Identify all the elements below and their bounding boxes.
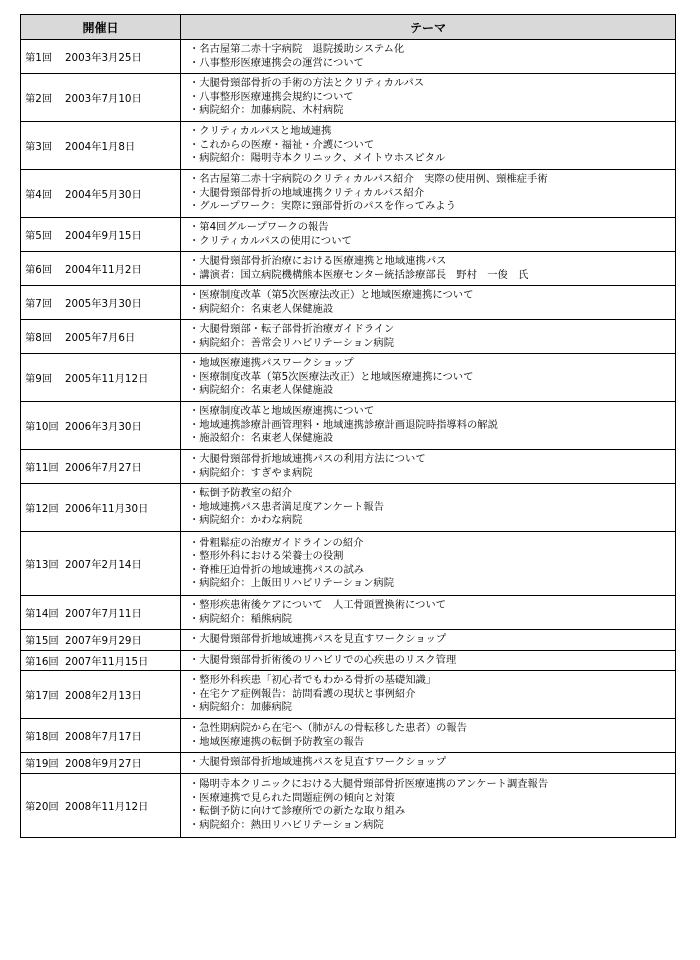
- session-date-cell: [21, 40, 181, 74]
- session-number: 第12回: [25, 503, 59, 515]
- session-date: 2005年3月30日: [65, 298, 142, 310]
- session-topics-cell: [181, 630, 676, 651]
- session-date: 2004年1月8日: [65, 141, 136, 153]
- session-topics-cell: [181, 74, 676, 122]
- session-topics-cell: [181, 773, 676, 837]
- session-topics-cell: [181, 218, 676, 252]
- session-topics-cell: [181, 719, 676, 753]
- session-topics-cell: [181, 671, 676, 719]
- topic-item: ・ 転倒予防に向けて診療所での新たな取り組み: [189, 805, 675, 819]
- session-number: 第15回: [25, 635, 59, 648]
- topic-item: ・ これからの医療・福祉・介護について: [189, 139, 675, 153]
- session-date-cell: [21, 122, 181, 170]
- table-row: [21, 286, 676, 320]
- session-topics-cell: [181, 650, 676, 671]
- table-row: [21, 484, 676, 532]
- session-date: 2007年9月29日: [65, 635, 142, 648]
- topic-item: ・ 名古屋第二赤十字病院 退院援助システム化: [189, 43, 675, 57]
- table-row: [21, 773, 676, 837]
- session-date-cell: [21, 450, 181, 484]
- session-date-cell: [21, 252, 181, 286]
- topic-item: ・ 急性期病院から在宅へ（肺がんの骨転移した患者）の報告: [189, 722, 675, 736]
- session-topics-cell: [181, 122, 676, 170]
- topic-item: ・ 大腿骨頸部骨折の地域連携クリティカルパス紹介: [189, 187, 675, 201]
- topic-item: ・ 医療制度改革（第5次医療法改正）と地域医療連携について: [189, 289, 675, 303]
- session-date: 2008年7月17日: [65, 731, 142, 743]
- session-number: 第16回: [25, 655, 59, 668]
- topic-item: ・ 病院紹介：稲熊病院: [189, 613, 675, 627]
- table-row: [21, 354, 676, 402]
- session-date: 2006年7月27日: [65, 462, 142, 474]
- table-row: [21, 218, 676, 252]
- session-date: 2007年7月11日: [65, 608, 142, 620]
- session-date-cell: [21, 170, 181, 218]
- topic-item: ・ クリティカルパスの使用について: [189, 235, 675, 249]
- topic-item: ・ 大腿骨頸部骨折術後のリハビリでの心疾患のリスク管理: [189, 654, 675, 668]
- topic-item: ・ 病院紹介：加藤病院: [189, 701, 675, 715]
- session-date-cell: [21, 719, 181, 753]
- session-date: 2007年11月15日: [65, 655, 149, 668]
- session-number: 第3回: [25, 141, 53, 153]
- table-row: [21, 402, 676, 450]
- session-number: 第6回: [25, 264, 53, 276]
- table-row: [21, 74, 676, 122]
- session-number: 第17回: [25, 690, 59, 702]
- table-row: [21, 719, 676, 753]
- topic-item: ・ 医療制度改革と地域医療連携について: [189, 405, 675, 419]
- session-date: 2008年2月13日: [65, 690, 142, 702]
- session-number: 第18回: [25, 731, 59, 743]
- topic-item: ・ 脊椎圧迫骨折の地域連携パスの試み: [189, 564, 675, 578]
- table-row: [21, 40, 676, 74]
- table-row: [21, 532, 676, 596]
- session-date: 2006年3月30日: [65, 421, 142, 433]
- table-row: [21, 320, 676, 354]
- session-date: 2008年9月27日: [65, 758, 142, 771]
- table-row: [21, 596, 676, 630]
- session-number: 第1回: [25, 52, 53, 64]
- session-number: 第11回: [25, 462, 59, 474]
- session-number: 第14回: [25, 608, 59, 620]
- topic-item: ・ 病院紹介：善常会リハビリテーション病院: [189, 337, 675, 351]
- session-topics-cell: [181, 170, 676, 218]
- topic-item: ・ 病院紹介：名東老人保健施設: [189, 384, 675, 398]
- meeting-history-table-container: [20, 14, 676, 838]
- session-date: 2005年11月12日: [65, 373, 149, 385]
- session-date-cell: [21, 354, 181, 402]
- session-date-cell: [21, 484, 181, 532]
- session-date: 2005年7月6日: [65, 332, 136, 344]
- session-topics-cell: [181, 753, 676, 774]
- topic-item: ・ 病院紹介：名東老人保健施設: [189, 303, 675, 317]
- session-topics-cell: [181, 532, 676, 596]
- topic-item: ・ クリティカルパスと地域連携: [189, 125, 675, 139]
- session-topics-cell: [181, 596, 676, 630]
- session-date: 2006年11月30日: [65, 503, 149, 515]
- topic-item: ・ 整形疾患術後ケアについて 人工骨頭置換術について: [189, 599, 675, 613]
- session-date-cell: [21, 532, 181, 596]
- topic-item: ・ 地域医療連携の転倒予防教室の報告: [189, 736, 675, 750]
- topic-item: ・ 病院紹介：上飯田リハビリテーション病院: [189, 577, 675, 591]
- topic-item: ・ 医療制度改革（第5次医療法改正）と地域医療連携について: [189, 371, 675, 385]
- table-row: [21, 630, 676, 651]
- session-date-cell: [21, 286, 181, 320]
- session-date-cell: [21, 596, 181, 630]
- session-number: 第8回: [25, 332, 53, 344]
- topic-item: ・ 八事整形医療連携会の運営について: [189, 57, 675, 71]
- header-date: 開催日: [21, 15, 181, 40]
- topic-item: ・ 大腿骨頸部・転子部骨折治療ガイドライン: [189, 323, 675, 337]
- topic-item: ・ 陽明寺本クリニックにおける大腿骨頸部骨折医療連携のアンケート調査報告: [189, 778, 675, 792]
- session-topics-cell: [181, 484, 676, 532]
- topic-item: ・ 転倒予防教室の紹介: [189, 487, 675, 501]
- topic-item: ・ 在宅ケア症例報告：訪問看護の現状と事例紹介: [189, 688, 675, 702]
- topic-item: ・ 整形外科疾患「初心者でもわかる骨折の基礎知識」: [189, 674, 675, 688]
- session-date: 2007年2月14日: [65, 559, 142, 571]
- session-topics-cell: [181, 320, 676, 354]
- topic-item: ・ 大腿骨頸部骨折地域連携パスの利用方法について: [189, 453, 675, 467]
- session-date-cell: [21, 773, 181, 837]
- session-date-cell: [21, 218, 181, 252]
- topic-item: ・ 大腿骨頸部骨折の手術の方法とクリティカルパス: [189, 77, 675, 91]
- topic-item: ・ 大腿骨頸部骨折地域連携パスを見直すワークショップ: [189, 633, 675, 647]
- session-date-cell: [21, 402, 181, 450]
- table-row: [21, 450, 676, 484]
- topic-item: ・ 骨粗鬆症の治療ガイドラインの紹介: [189, 537, 675, 551]
- table-row: [21, 650, 676, 671]
- table-body: [21, 40, 676, 838]
- topic-item: ・ 大腿骨頸部骨折地域連携パスを見直すワークショップ: [189, 756, 675, 770]
- topic-item: ・ 施設紹介：名東老人保健施設: [189, 432, 675, 446]
- table-header-row: [21, 15, 676, 40]
- table-row: [21, 170, 676, 218]
- session-date: 2004年11月2日: [65, 264, 142, 276]
- session-number: 第13回: [25, 559, 59, 571]
- session-number: 第9回: [25, 373, 53, 385]
- topic-item: ・ 第4回グループワークの報告: [189, 221, 675, 235]
- meeting-history-table: [20, 14, 676, 838]
- topic-item: ・ 病院紹介：すぎやま病院: [189, 467, 675, 481]
- topic-item: ・ 大腿骨頸部骨折治療における医療連携と地域連携パス: [189, 255, 675, 269]
- table-row: [21, 122, 676, 170]
- session-number: 第4回: [25, 189, 53, 201]
- session-number: 第7回: [25, 298, 53, 310]
- topic-item: ・ 地域医療連携パスワークショップ: [189, 357, 675, 371]
- session-topics-cell: [181, 252, 676, 286]
- session-topics-cell: [181, 450, 676, 484]
- table-row: [21, 252, 676, 286]
- session-number: 第20回: [25, 800, 59, 813]
- topic-item: ・ 名古屋第二赤十字病院のクリティカルパス紹介 実際の使用例、頸椎症手術: [189, 173, 675, 187]
- header-theme: テーマ: [181, 15, 676, 40]
- session-topics-cell: [181, 286, 676, 320]
- topic-item: ・ 講演者：国立病院機構熊本医療センター統括診療部長 野村 一俊 氏: [189, 269, 675, 283]
- topic-item: ・ 八事整形医療連携会規約について: [189, 91, 675, 105]
- session-topics-cell: [181, 40, 676, 74]
- topic-item: ・ 病院紹介：加藤病院、木村病院: [189, 104, 675, 118]
- session-date-cell: [21, 650, 181, 671]
- session-topics-cell: [181, 354, 676, 402]
- session-topics-cell: [181, 402, 676, 450]
- session-date: 2003年3月25日: [65, 52, 142, 64]
- session-number: 第10回: [25, 421, 59, 433]
- topic-item: ・ 医療連携で見られた問題症例の傾向と対策: [189, 792, 675, 806]
- session-date-cell: [21, 320, 181, 354]
- session-date: 2004年9月15日: [65, 230, 142, 242]
- session-number: 第5回: [25, 230, 53, 242]
- session-date: 2004年5月30日: [65, 189, 142, 201]
- table-row: [21, 671, 676, 719]
- table-row: [21, 753, 676, 774]
- session-date-cell: [21, 74, 181, 122]
- session-number: 第19回: [25, 758, 59, 771]
- session-date-cell: [21, 753, 181, 774]
- topic-item: ・ 病院紹介：陽明寺本クリニック、メイトウホスピタル: [189, 152, 675, 166]
- topic-item: ・ 地域連携診療計画管理料・地域連携診療計画退院時指導料の解説: [189, 419, 675, 433]
- topic-item: ・ 地域連携パス患者満足度アンケート報告: [189, 501, 675, 515]
- session-date: 2003年7月10日: [65, 93, 142, 105]
- topic-item: ・ 整形外科における栄養士の役割: [189, 550, 675, 564]
- session-date-cell: [21, 671, 181, 719]
- topic-item: ・ 病院紹介：かわな病院: [189, 514, 675, 528]
- session-date-cell: [21, 630, 181, 651]
- session-number: 第2回: [25, 93, 53, 105]
- session-date: 2008年11月12日: [65, 800, 149, 813]
- topic-item: ・ 病院紹介：熱田リハビリテーション病院: [189, 819, 675, 833]
- topic-item: ・ グループワーク：実際に頸部骨折のパスを作ってみよう: [189, 200, 675, 214]
